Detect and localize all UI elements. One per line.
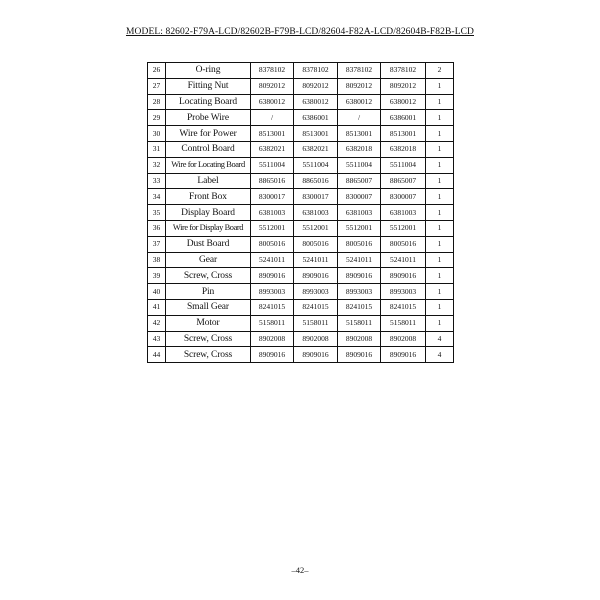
part-name-cell: Gear (166, 252, 251, 268)
model-82602b-code-cell: 8513001 (294, 126, 338, 142)
part-number-cell: 32 (148, 157, 166, 173)
model-82604-code-cell: 8092012 (338, 78, 381, 94)
model-82604b-code-cell: 5511004 (381, 157, 426, 173)
model-82604-code-cell: 8909016 (338, 268, 381, 284)
part-number-cell: 34 (148, 189, 166, 205)
model-82604b-code-cell: 5158011 (381, 315, 426, 331)
model-82602-code-cell: 5512001 (251, 220, 294, 236)
model-82602b-code-cell: 5158011 (294, 315, 338, 331)
quantity-cell: 2 (426, 63, 454, 79)
part-name-cell: Motor (166, 315, 251, 331)
model-82604b-code-cell: 8865007 (381, 173, 426, 189)
model-82602b-code-cell: 5511004 (294, 157, 338, 173)
table-row (148, 205, 454, 221)
quantity-cell: 4 (426, 347, 454, 363)
table-row (148, 94, 454, 110)
model-82602b-code-cell: 8005016 (294, 236, 338, 252)
quantity-cell: 1 (426, 173, 454, 189)
model-82602b-code-cell: 6386001 (294, 110, 338, 126)
part-name-cell: Front Box (166, 189, 251, 205)
part-name-cell: Screw, Cross (166, 347, 251, 363)
model-82602-code-cell: 8513001 (251, 126, 294, 142)
model-82602b-code-cell: 5241011 (294, 252, 338, 268)
model-82602b-code-cell: 8902008 (294, 331, 338, 347)
part-number-cell: 43 (148, 331, 166, 347)
model-82604-code-cell: 5241011 (338, 252, 381, 268)
model-82602b-code-cell: 8092012 (294, 78, 338, 94)
model-82602-code-cell: 5511004 (251, 157, 294, 173)
quantity-cell: 1 (426, 220, 454, 236)
model-82602b-code-cell: 8909016 (294, 347, 338, 363)
quantity-cell: 1 (426, 268, 454, 284)
model-82604b-code-cell: 8241015 (381, 299, 426, 315)
quantity-cell: 1 (426, 284, 454, 300)
model-82604-code-cell: 5512001 (338, 220, 381, 236)
model-82602-code-cell: / (251, 110, 294, 126)
part-number-cell: 27 (148, 78, 166, 94)
model-82602b-code-cell: 6382021 (294, 141, 338, 157)
model-82602b-code-cell: 8865016 (294, 173, 338, 189)
model-82604-code-cell: 6381003 (338, 205, 381, 221)
model-82604b-code-cell: 8993003 (381, 284, 426, 300)
model-82602-code-cell: 6381003 (251, 205, 294, 221)
table-row (148, 63, 454, 79)
model-82604b-code-cell: 8909016 (381, 268, 426, 284)
model-82604b-code-cell: 8092012 (381, 78, 426, 94)
model-82604b-code-cell: 8902008 (381, 331, 426, 347)
quantity-cell: 1 (426, 205, 454, 221)
part-number-cell: 39 (148, 268, 166, 284)
part-number-cell: 44 (148, 347, 166, 363)
part-number-cell: 31 (148, 141, 166, 157)
model-82604-code-cell: 6380012 (338, 94, 381, 110)
model-82602b-code-cell: 5512001 (294, 220, 338, 236)
model-82602-code-cell: 6380012 (251, 94, 294, 110)
model-82604b-code-cell: 5241011 (381, 252, 426, 268)
part-number-cell: 40 (148, 284, 166, 300)
model-82604b-code-cell: 8005016 (381, 236, 426, 252)
part-name-cell: Display Board (166, 205, 251, 221)
table-row (148, 173, 454, 189)
model-82602-code-cell: 8378102 (251, 63, 294, 79)
table-row (148, 347, 454, 363)
part-number-cell: 30 (148, 126, 166, 142)
part-name-cell: Pin (166, 284, 251, 300)
model-82602-code-cell: 8909016 (251, 347, 294, 363)
model-82602b-code-cell: 8378102 (294, 63, 338, 79)
page-number: –42– (291, 565, 309, 575)
quantity-cell: 1 (426, 299, 454, 315)
model-82604b-code-cell: 6380012 (381, 94, 426, 110)
table-row (148, 299, 454, 315)
model-82604-code-cell: 8378102 (338, 63, 381, 79)
quantity-cell: 1 (426, 315, 454, 331)
table-row (148, 157, 454, 173)
model-82604-code-cell: 8241015 (338, 299, 381, 315)
part-name-cell: Wire for Power (166, 126, 251, 142)
model-82602-code-cell: 8241015 (251, 299, 294, 315)
model-82602b-code-cell: 8300017 (294, 189, 338, 205)
model-82604-code-cell: 8865007 (338, 173, 381, 189)
table-row (148, 141, 454, 157)
part-number-cell: 28 (148, 94, 166, 110)
part-name-cell: Wire for Display Board (166, 220, 251, 236)
quantity-cell: 1 (426, 157, 454, 173)
model-82604-code-cell: 8300007 (338, 189, 381, 205)
quantity-cell: 1 (426, 78, 454, 94)
quantity-cell: 1 (426, 110, 454, 126)
model-82604b-code-cell: 8378102 (381, 63, 426, 79)
model-82602-code-cell: 6382021 (251, 141, 294, 157)
table-row (148, 315, 454, 331)
part-name-cell: O-ring (166, 63, 251, 79)
quantity-cell: 4 (426, 331, 454, 347)
table-row (148, 268, 454, 284)
quantity-cell: 1 (426, 141, 454, 157)
parts-table (147, 62, 454, 363)
part-number-cell: 26 (148, 63, 166, 79)
part-number-cell: 35 (148, 205, 166, 221)
model-82602-code-cell: 8993003 (251, 284, 294, 300)
part-name-cell: Locating Board (166, 94, 251, 110)
model-82604-code-cell: 8902008 (338, 331, 381, 347)
part-name-cell: Control Board (166, 141, 251, 157)
part-name-cell: Screw, Cross (166, 331, 251, 347)
part-name-cell: Small Gear (166, 299, 251, 315)
model-82602-code-cell: 8909016 (251, 268, 294, 284)
table-row (148, 78, 454, 94)
model-82604b-code-cell: 6382018 (381, 141, 426, 157)
model-82602-code-cell: 8865016 (251, 173, 294, 189)
table-row (148, 189, 454, 205)
part-number-cell: 42 (148, 315, 166, 331)
part-name-cell: Probe Wire (166, 110, 251, 126)
quantity-cell: 1 (426, 252, 454, 268)
quantity-cell: 1 (426, 189, 454, 205)
model-82602b-code-cell: 8993003 (294, 284, 338, 300)
model-82604-code-cell: 5158011 (338, 315, 381, 331)
model-82602b-code-cell: 6380012 (294, 94, 338, 110)
table-row (148, 252, 454, 268)
model-82602b-code-cell: 8241015 (294, 299, 338, 315)
model-82602-code-cell: 5158011 (251, 315, 294, 331)
model-82604-code-cell: 5511004 (338, 157, 381, 173)
model-82602-code-cell: 8005016 (251, 236, 294, 252)
model-82604b-code-cell: 8513001 (381, 126, 426, 142)
model-82604b-code-cell: 6386001 (381, 110, 426, 126)
model-82602-code-cell: 8092012 (251, 78, 294, 94)
part-number-cell: 37 (148, 236, 166, 252)
model-82602-code-cell: 5241011 (251, 252, 294, 268)
model-82604-code-cell: 8005016 (338, 236, 381, 252)
model-82604-code-cell: 8993003 (338, 284, 381, 300)
part-number-cell: 36 (148, 220, 166, 236)
model-82604-code-cell: / (338, 110, 381, 126)
quantity-cell: 1 (426, 94, 454, 110)
part-number-cell: 33 (148, 173, 166, 189)
parts-table-body (148, 63, 454, 363)
part-number-cell: 38 (148, 252, 166, 268)
part-name-cell: Label (166, 173, 251, 189)
table-row (148, 220, 454, 236)
model-82602-code-cell: 8902008 (251, 331, 294, 347)
table-row (148, 110, 454, 126)
table-row (148, 236, 454, 252)
table-row (148, 126, 454, 142)
quantity-cell: 1 (426, 236, 454, 252)
part-number-cell: 29 (148, 110, 166, 126)
model-82602b-code-cell: 6381003 (294, 205, 338, 221)
table-row (148, 284, 454, 300)
quantity-cell: 1 (426, 126, 454, 142)
model-82604b-code-cell: 8300007 (381, 189, 426, 205)
part-number-cell: 41 (148, 299, 166, 315)
model-header: MODEL: 82602-F79A-LCD/82602B-F79B-LCD/82604-F82A-LCD/82604B-F82B-LCD (125, 27, 474, 37)
model-82604b-code-cell: 8909016 (381, 347, 426, 363)
model-82604b-code-cell: 6381003 (381, 205, 426, 221)
part-name-cell: Dust Board (166, 236, 251, 252)
part-name-cell: Fitting Nut (166, 78, 251, 94)
part-name-cell: Wire for Locating Board (166, 157, 251, 173)
model-82604b-code-cell: 5512001 (381, 220, 426, 236)
model-82604-code-cell: 8909016 (338, 347, 381, 363)
model-82602b-code-cell: 8909016 (294, 268, 338, 284)
model-82604-code-cell: 8513001 (338, 126, 381, 142)
part-name-cell: Screw, Cross (166, 268, 251, 284)
model-82604-code-cell: 6382018 (338, 141, 381, 157)
table-row (148, 331, 454, 347)
model-82602-code-cell: 8300017 (251, 189, 294, 205)
